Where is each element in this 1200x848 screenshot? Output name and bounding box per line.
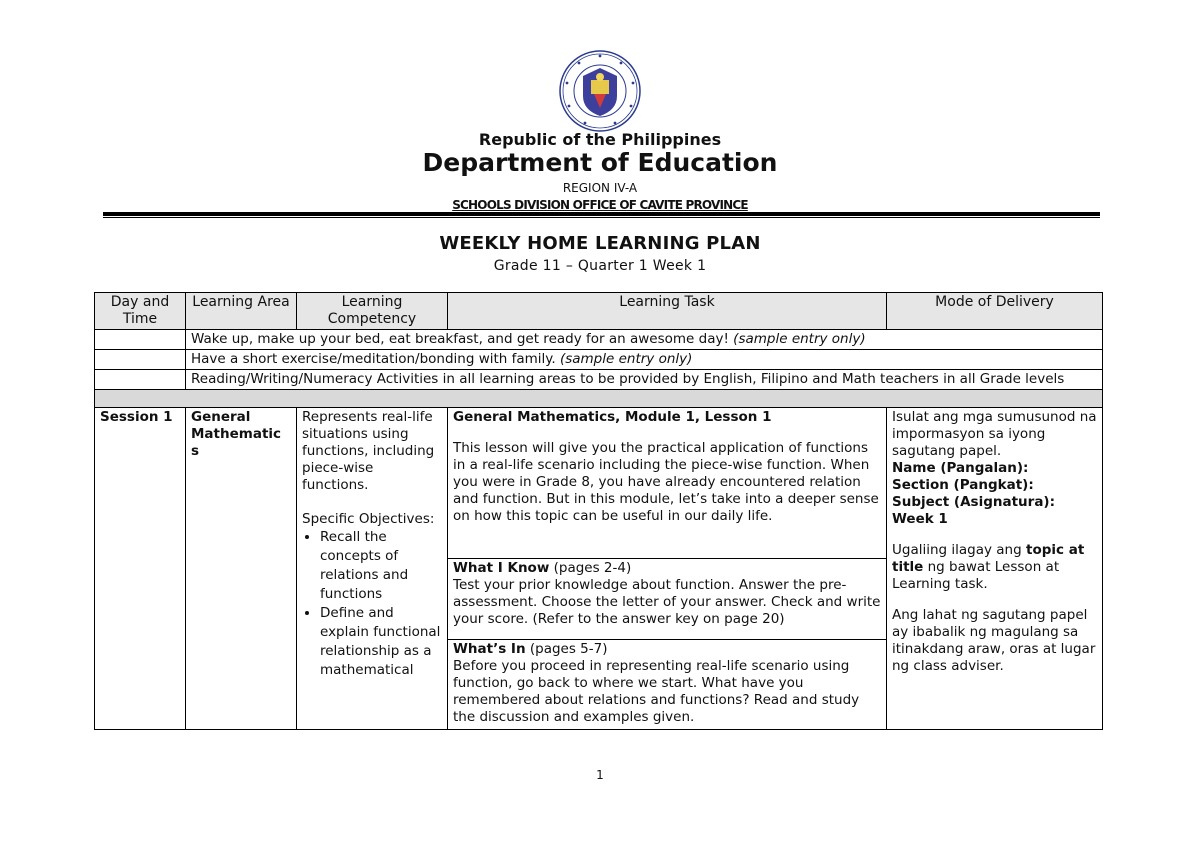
deped-seal-logo: [559, 50, 641, 132]
republic-heading: Republic of the Philippines: [478, 130, 722, 149]
task-block: [448, 408, 886, 559]
routine-row: [95, 330, 1103, 350]
session-row: [95, 408, 1103, 730]
task-body: Before you proceed in representing real-life scenario using function, go back to where we start. What have you remembered about relations and functions? Read and study the discussion and examples given.: [453, 658, 860, 725]
region-label: REGION IV-A: [562, 181, 638, 195]
task-title: What I Know: [453, 560, 550, 576]
session-task-cell: [448, 408, 887, 730]
competency-text: Represents real-life situations using functions, including piece-wise functions.: [302, 409, 435, 493]
task-block: [448, 559, 886, 640]
learning-plan-table: [94, 292, 1103, 730]
col-header-task: Learning Task: [448, 293, 887, 330]
specific-objectives-label: Specific Objectives:: [302, 511, 435, 527]
session-area: General Mathematic s: [186, 408, 297, 730]
task-title: What’s In: [453, 641, 526, 657]
document-subtitle: Grade 11 – Quarter 1 Week 1: [493, 258, 707, 274]
routine-text: Have a short exercise/meditation/bonding with family.: [191, 351, 560, 367]
session-mode-cell: [887, 408, 1103, 730]
department-heading: Department of Education: [422, 148, 778, 177]
routine-note: (sample entry only): [733, 331, 866, 347]
task-pages: (pages 5-7): [525, 641, 608, 657]
routine-text: Reading/Writing/Numeracy Activities in all learning areas to be provided by English, Filipino and Math teachers in all Grade levels: [191, 371, 1065, 387]
mode-intro: Isulat ang mga sumusunod na impormasyon sa iyong sagutang papel.: [892, 409, 1097, 459]
mode-paragraph: Ang lahat ng sagutang papel ay ibabalik ng magulang sa itinakdang araw, oras at lugar ng class adviser.: [892, 607, 1096, 674]
col-header-mode: Mode of Delivery: [887, 293, 1103, 330]
division-label: SCHOOLS DIVISION OFFICE OF CAVITE PROVINCE: [452, 198, 748, 212]
page-number: 1: [596, 768, 604, 782]
task-pages: (pages 2-4): [549, 560, 632, 576]
task-title: General Mathematics, Module 1, Lesson 1: [453, 409, 772, 425]
objective-item: • Define and explain functional relationship as a mathematical: [320, 604, 442, 680]
routine-row: [95, 370, 1103, 390]
objective-item: • Recall the concepts of relations and functions: [320, 528, 442, 604]
task-body: This lesson will give you the practical application of functions in a real-life scenario including the piece-wise function. When you were in Grade 8, you have already encountered relation and function. But in this module, let’s take into a deeper sense on how this topic can be useful in our daily life.: [453, 440, 879, 524]
session-competency-cell: [297, 408, 448, 730]
header-rule-thick: [103, 212, 1100, 216]
document-title: WEEKLY HOME LEARNING PLAN: [439, 233, 761, 254]
objectives-list: [302, 528, 442, 680]
routine-row: [95, 350, 1103, 370]
mode-paragraph: Ugaliing ilagay ang topic at title ng bawat Lesson at Learning task.: [892, 542, 1085, 592]
mode-field: Section (Pangkat):: [892, 477, 1034, 493]
routine-text: Wake up, make up your bed, eat breakfast, and get ready for an awesome day!: [191, 331, 734, 347]
task-block: [448, 640, 886, 729]
session-day: Session 1: [95, 408, 186, 730]
col-header-day: Day and Time: [95, 293, 186, 330]
col-header-area: Learning Area: [186, 293, 297, 330]
mode-field: Name (Pangalan):: [892, 460, 1029, 476]
table-header-row: [95, 293, 1103, 330]
col-header-competency: Learning Competency: [297, 293, 448, 330]
mode-field: Subject (Asignatura): Week 1: [892, 494, 1056, 527]
routine-note: (sample entry only): [559, 351, 693, 367]
separator-row: [95, 390, 1103, 408]
header-rule-thin: [103, 217, 1100, 218]
task-body: Test your prior knowledge about function. Answer the pre-assessment. Choose the letter of your answer. Check and write your score. (Refer to the answer key on page 20): [453, 577, 881, 627]
